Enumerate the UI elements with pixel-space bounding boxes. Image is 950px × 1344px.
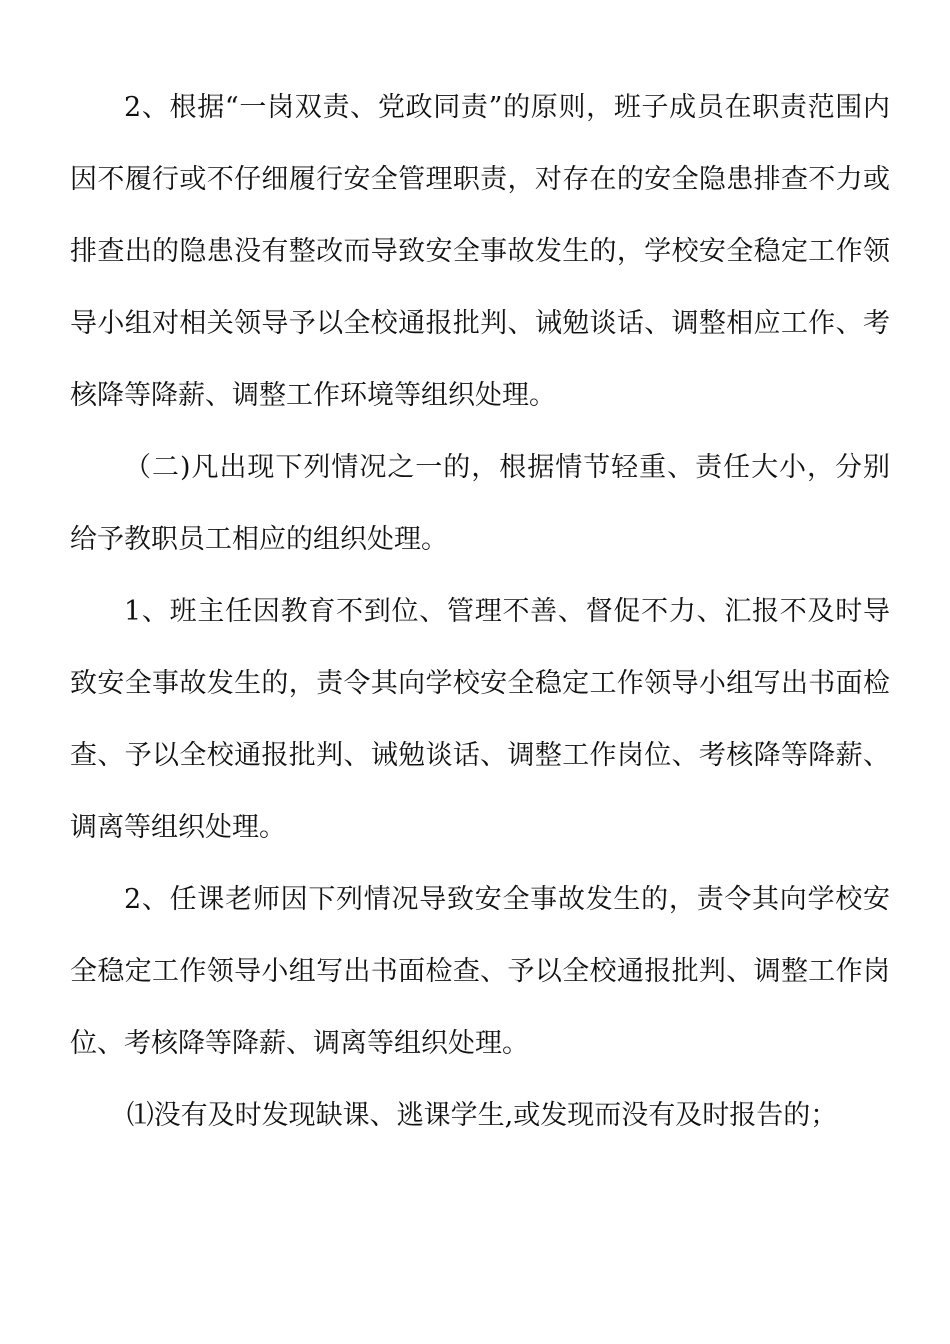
document-body xyxy=(70,72,890,1152)
paragraph-subject-teacher: 2、任课老师因下列情况导致安全事故发生的，责令其向学校安全稳定工作领导小组写出书面检查、予以全校通报批判、调整工作岗位、考核降等降薪、调离等组织处理。 xyxy=(70,884,890,1059)
paragraph-leader-responsibility: 2、根据“一岗双责、党政同责”的原则，班子成员在职责范围内因不履行或不仔细履行安全管理职责，对存在的安全隐患排查不力或排查出的隐患没有整改而导致安全事故发生的，学校安全稳定工作领导小组对相关领导予以全校通报批判、诫勉谈话、调整相应工作、考核降等降薪、调整工作环境等组织处理。 xyxy=(70,92,890,411)
list-item-absence-report: ⑴没有及时发现缺课、逃课学生,或发现而没有及时报告的； xyxy=(126,1100,838,1131)
paragraph-class-teacher: 1、班主任因教育不到位、管理不善、督促不力、汇报不及时导致安全事故发生的，责令其向学校安全稳定工作领导小组写出书面检查、予以全校通报批判、诫勉谈话、调整工作岗位、考核降等降薪、调离等组织处理。 xyxy=(70,596,890,843)
paragraph-section-two-heading: （二)凡出现下列情况之一的，根据情节轻重、责任大小，分别给予教职员工相应的组织处理。 xyxy=(70,452,890,555)
